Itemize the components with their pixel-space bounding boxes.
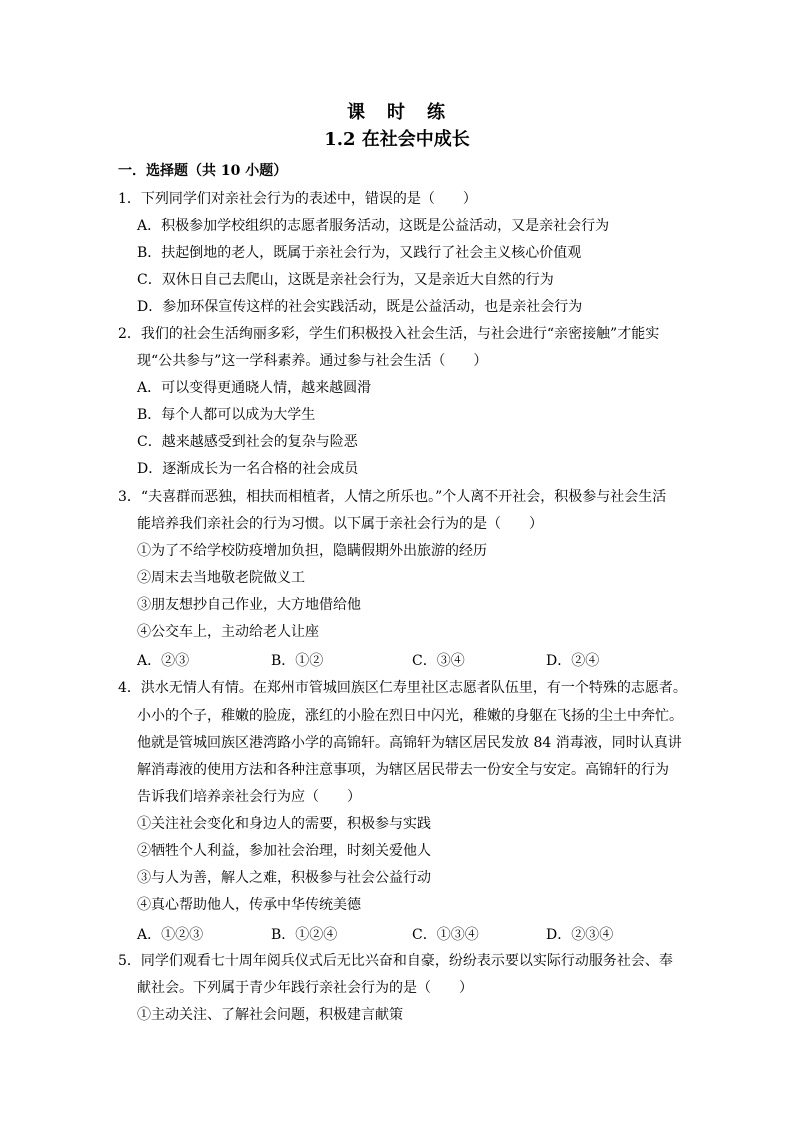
- question-1-option-c: C．双休日自己去爬山，这既是亲社会行为，又是亲近大自然的行为: [137, 272, 554, 288]
- question-4-stem-line-1: 4．洪水无情人有情。在郑州市管城回族区仁寿里社区志愿者队伍里，有一个特殊的志愿者。: [118, 680, 687, 696]
- question-2-stem-line-1: 2．我们的社会生活绚丽多彩，学生们积极投入社会生活，与社会进行“亲密接触”才能实: [118, 326, 660, 342]
- question-3-item-2: ②周末去当地敬老院做义工: [137, 570, 305, 586]
- question-3-choice-a: A．②③: [137, 653, 190, 669]
- question-4-item-3: ③与人为善，解人之难，积极参与社会公益行动: [137, 870, 431, 886]
- question-3-choice-c: C．③④: [412, 653, 465, 669]
- question-4-item-2: ②牺牲个人利益，参加社会治理，时刻关爱他人: [137, 843, 431, 859]
- question-4-choice-a: A．①②③: [137, 927, 204, 943]
- question-3-item-1: ①为了不给学校防疫增加负担，隐瞒假期外出旅游的经历: [137, 543, 487, 559]
- question-2-option-a: A．可以变得更通晓人情，越来越圆滑: [137, 380, 372, 396]
- question-5-item-1: ①主动关注、了解社会问题，积极建言献策: [137, 1007, 403, 1023]
- question-4-stem-line-3: 他就是管城回族区港湾路小学的高锦轩。高锦轩为辖区居民发放 84 消毒液，同时认真讲: [137, 735, 682, 751]
- question-3-stem-line-2: 能培养我们亲社会的行为习惯。以下属于亲社会行为的是（ ）: [137, 516, 543, 532]
- question-4-item-1: ①关注社会变化和身边人的需要，积极参与实践: [137, 816, 431, 832]
- question-1-stem: 1．下列同学们对亲社会行为的表述中，错误的是（ ）: [118, 191, 477, 207]
- question-1-option-b: B．扶起倒地的老人，既属于亲社会行为，又践行了社会主义核心价值观: [137, 245, 582, 261]
- question-1-option-d: D．参加环保宣传这样的社会实践活动，既是公益活动，也是亲社会行为: [137, 299, 583, 315]
- question-4-choice-d: D．②③④: [546, 927, 614, 943]
- question-3-item-3: ③朋友想抄自己作业，大方地借给他: [137, 597, 361, 613]
- section-heading: 一．选择题（共 10 小题）: [118, 163, 288, 179]
- question-4-stem-line-5: 告诉我们培养亲社会行为应（ ）: [137, 789, 361, 805]
- question-3-choice-d: D．②④: [546, 653, 600, 669]
- question-2-option-d: D．逐渐成长为一名合格的社会成员: [137, 461, 359, 477]
- page-subtitle: 1.2 在社会中成长: [324, 129, 470, 150]
- question-4-item-4: ④真心帮助他人，传承中华传统美德: [137, 897, 361, 913]
- question-4-stem-line-2: 小小的个子，稚嫩的脸庞，涨红的小脸在烈日中闪光，稚嫩的身躯在飞扬的尘土中奔忙。: [137, 708, 683, 724]
- question-3-item-4: ④公交车上，主动给老人让座: [137, 624, 319, 640]
- question-4-stem-line-4: 解消毒液的使用方法和各种注意事项，为辖区居民带去一份安全与安定。高锦轩的行为: [137, 762, 669, 778]
- question-2-option-b: B．每个人都可以成为大学生: [137, 407, 316, 423]
- question-2-stem-line-2: 现“公共参与”这一学科素养。通过参与社会生活（ ）: [137, 353, 488, 369]
- question-3-choice-b: B．①②: [271, 653, 324, 669]
- question-4-choice-c: C．①③④: [412, 927, 479, 943]
- question-1-option-a: A．积极参加学校组织的志愿者服务活动，这既是公益活动，又是亲社会行为: [137, 218, 610, 234]
- question-4-choice-b: B．①②④: [271, 927, 338, 943]
- question-3-stem-line-1: 3．“夫喜群而恶独，相扶而相植者，人情之所乐也。”个人离不开社会，积极参与社会生活: [118, 489, 667, 505]
- page-title: 课 时 练: [347, 102, 447, 123]
- question-2-option-c: C．越来越感受到社会的复杂与险恶: [137, 434, 358, 450]
- question-5-stem-line-2: 献社会。下列属于青少年践行亲社会行为的是（ ）: [137, 980, 473, 996]
- question-5-stem-line-1: 5．同学们观看七十周年阅兵仪式后无比兴奋和自豪，纷纷表示要以实际行动服务社会、奉: [118, 953, 673, 969]
